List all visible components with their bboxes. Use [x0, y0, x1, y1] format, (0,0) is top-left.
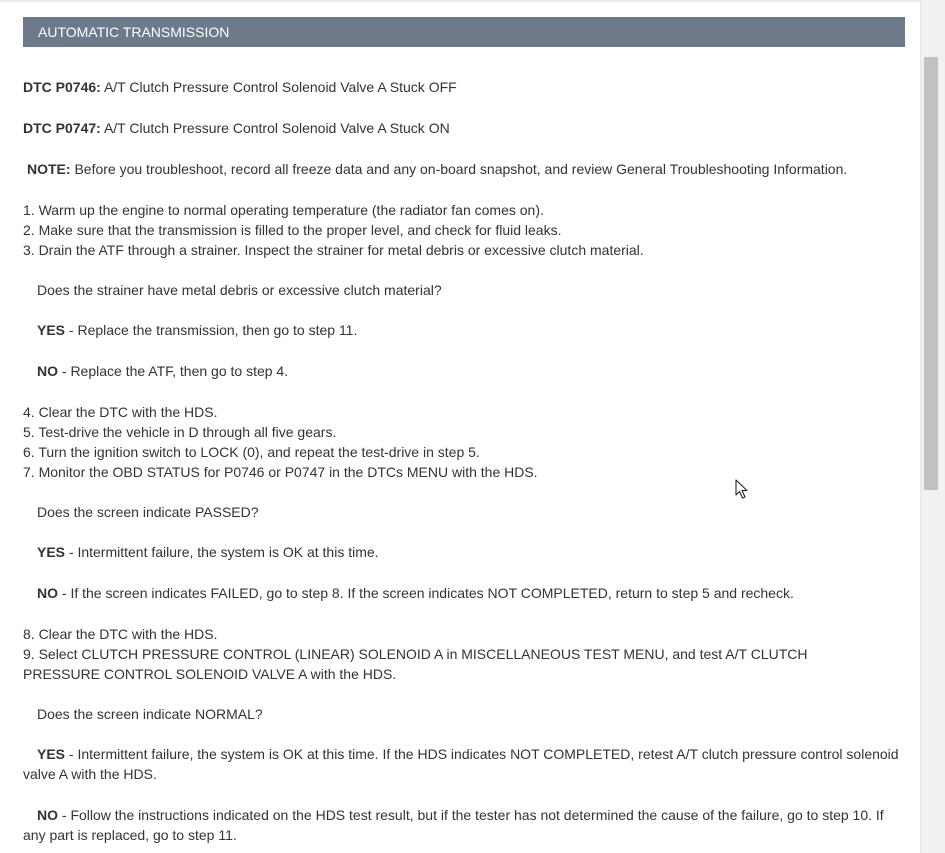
question-strainer: Does the strainer have metal debris or excessive clutch material? — [37, 282, 442, 298]
answer-label: NO — [37, 363, 58, 379]
mouse-pointer-icon — [735, 479, 749, 499]
answer-label: NO — [37, 807, 58, 823]
dtc-code: DTC P0747: — [23, 120, 101, 136]
answer-yes — [23, 744, 907, 784]
answer-text: - Intermittent failure, the system is OK at this time. If the HDS indicates NOT COMPLETED, retest A/T clutch pressure control solenoid valve A with the HDS. — [23, 746, 899, 782]
section-title: AUTOMATIC TRANSMISSION — [38, 24, 230, 40]
answer-no — [23, 361, 919, 381]
dtc-description: A/T Clutch Pressure Control Solenoid Valve A Stuck OFF — [103, 79, 457, 95]
answer-yes — [23, 542, 919, 562]
answer-yes — [23, 320, 919, 340]
answer-label: YES — [37, 322, 66, 338]
question-normal: Does the screen indicate NORMAL? — [37, 706, 263, 722]
vertical-scrollbar[interactable] — [920, 0, 945, 853]
dtc-code: DTC P0746: — [23, 79, 101, 95]
step-5: 5. Test-drive the vehicle in D through all five gears. — [23, 424, 337, 440]
step-8: 8. Clear the DTC with the HDS. — [23, 626, 218, 642]
section-header — [23, 17, 905, 47]
answer-text: - Intermittent failure, the system is OK at this time. — [65, 544, 379, 560]
step-9: 9. Select CLUTCH PRESSURE CONTROL (LINEAR) SOLENOID A in MISCELLANEOUS TEST MENU, and test A/T CLUTCH PRESSURE CONTROL SOLENOID VALVE A with the HDS. — [23, 646, 808, 682]
dtc-line-p0746 — [23, 77, 905, 97]
step-7: 7. Monitor the OBD STATUS for P0746 or P0747 in the DTCs MENU with the HDS. — [23, 464, 538, 480]
answer-text: - Replace the transmission, then go to step 11. — [65, 322, 358, 338]
answer-label: YES — [37, 746, 66, 762]
note-text: Before you troubleshoot, record all freeze data and any on-board snapshot, and review General Troubleshooting Information. — [74, 161, 848, 177]
answer-label: NO — [37, 585, 58, 601]
dtc-description: A/T Clutch Pressure Control Solenoid Valve A Stuck ON — [103, 120, 450, 136]
step-2: 2. Make sure that the transmission is filled to the proper level, and check for fluid leaks. — [23, 222, 562, 238]
note-label: NOTE: — [27, 161, 71, 177]
step-6: 6. Turn the ignition switch to LOCK (0), and repeat the test-drive in step 5. — [23, 444, 480, 460]
answer-text: - Follow the instructions indicated on the HDS test result, but if the tester has not determined the cause of the failure, go to step 10. If any part is replaced, go to step 11. — [23, 807, 884, 843]
answer-label: YES — [37, 544, 66, 560]
step-1: 1. Warm up the engine to normal operating temperature (the radiator fan comes on). — [23, 202, 544, 218]
step-4: 4. Clear the DTC with the HDS. — [23, 404, 218, 420]
answer-text: - If the screen indicates FAILED, go to step 8. If the screen indicates NOT COMPLETED, return to step 5 and recheck. — [58, 585, 794, 601]
dtc-line-p0747 — [23, 118, 905, 138]
question-passed: Does the screen indicate PASSED? — [37, 504, 259, 520]
top-shadow-divider — [0, 0, 920, 3]
step-3: 3. Drain the ATF through a strainer. Inspect the strainer for metal debris or excessive clutch material. — [23, 242, 644, 258]
answer-no — [23, 583, 919, 603]
answer-text: - Replace the ATF, then go to step 4. — [58, 363, 289, 379]
scrollbar-thumb[interactable] — [924, 57, 938, 490]
answer-no — [23, 805, 907, 845]
note-line — [23, 159, 909, 179]
